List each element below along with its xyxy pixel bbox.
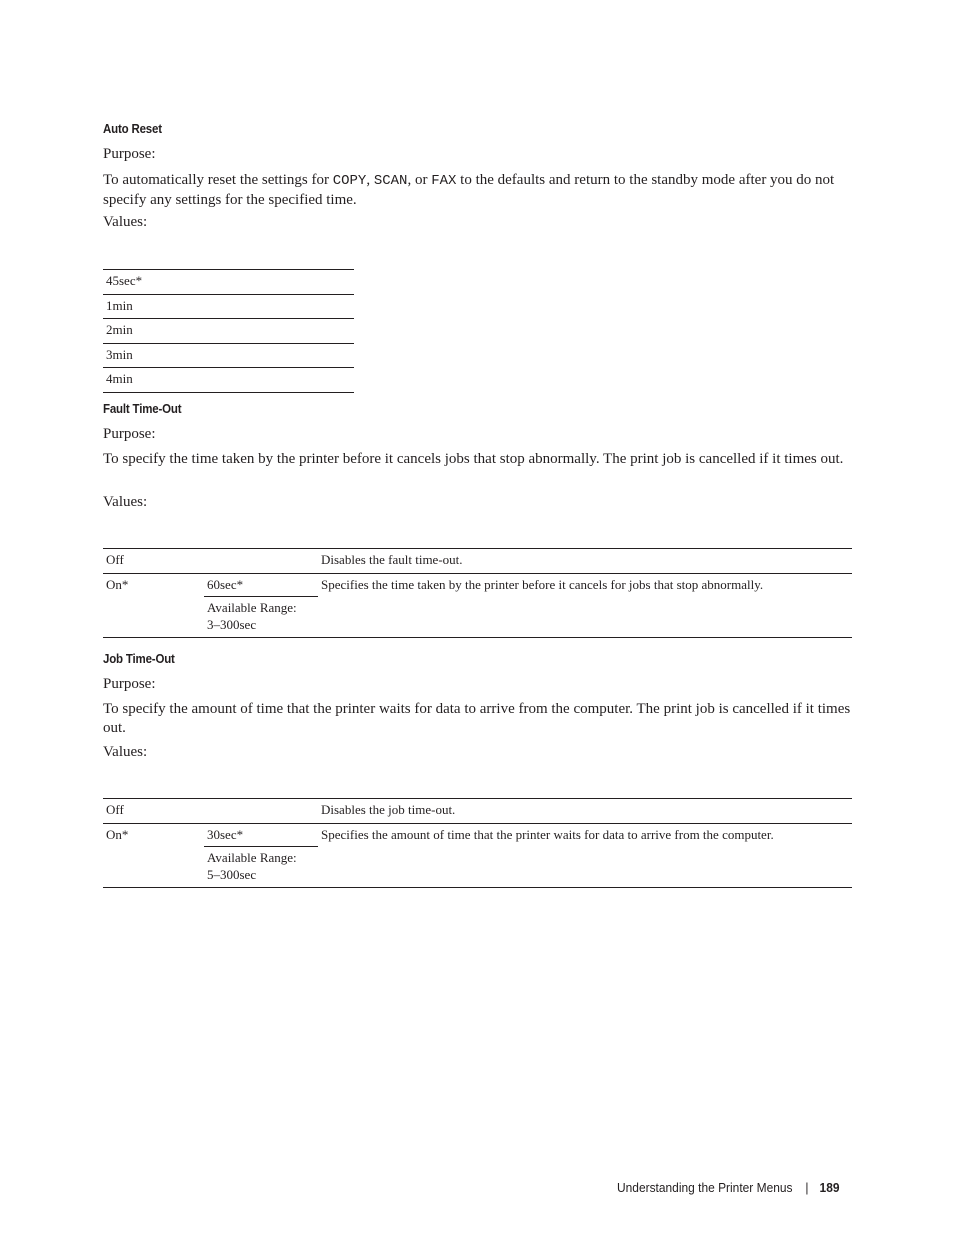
table-row	[103, 549, 852, 574]
purpose-label: Purpose:	[103, 146, 156, 162]
on-description: Specifies the amount of time that the printer waits for data to arrive from the computer.	[318, 824, 852, 888]
purpose-description: To specify the amount of time that the printer waits for data to arrive from the computer. The print job is cancelled if it times out.	[103, 701, 851, 736]
value-cell: 3min	[103, 343, 354, 368]
value-cell: 45sec*	[103, 270, 354, 295]
purpose-label: Purpose:	[103, 676, 156, 692]
fault-time-out-values-table	[103, 548, 852, 638]
auto-reset-values-table	[103, 269, 354, 393]
table-row	[103, 270, 354, 295]
table-row	[103, 319, 354, 344]
desc-text: To automatically reset the settings for	[103, 172, 333, 188]
on-option: On*	[103, 824, 204, 888]
range-label: Available Range:	[207, 600, 297, 615]
purpose-label: Purpose:	[103, 426, 156, 442]
code-scan: SCAN	[373, 173, 408, 189]
range-value: 3–300sec	[207, 617, 257, 632]
on-description: Specifies the time taken by the printer before it cancels for jobs that stop abnormally.	[318, 574, 852, 638]
off-description: Disables the fault time-out.	[321, 552, 463, 567]
values-label: Values:	[103, 214, 148, 230]
code-copy: COPY	[332, 173, 367, 189]
table-row	[103, 343, 354, 368]
section-heading-job-time-out: Job Time-Out	[103, 652, 175, 666]
table-row	[103, 799, 852, 824]
range-value: 5–300sec	[207, 867, 257, 882]
section-heading-auto-reset: Auto Reset	[103, 122, 162, 136]
value-cell: 2min	[103, 319, 354, 344]
value-cell: 4min	[103, 368, 354, 393]
on-option: On*	[103, 574, 204, 638]
on-default-value: 30sec*	[204, 824, 318, 847]
range-label: Available Range:	[207, 850, 297, 865]
available-range	[204, 847, 318, 888]
desc-sep: ,	[366, 172, 374, 188]
desc-sep: , or	[407, 172, 432, 188]
table-row	[103, 824, 852, 847]
value-cell: 1min	[103, 294, 354, 319]
section-heading-fault-time-out: Fault Time-Out	[103, 402, 182, 416]
on-default-value: 60sec*	[204, 574, 318, 597]
code-fax: FAX	[431, 173, 457, 189]
off-option: Off	[106, 802, 124, 817]
footer-title: Understanding the Printer Menus	[617, 1180, 793, 1195]
page-number: 189	[819, 1180, 840, 1195]
off-description: Disables the job time-out.	[321, 802, 456, 817]
off-option: Off	[106, 552, 124, 567]
table-row	[103, 368, 354, 393]
footer-separator: |	[805, 1180, 809, 1195]
table-row	[103, 574, 852, 597]
page-footer	[617, 1180, 840, 1195]
values-label: Values:	[103, 494, 148, 510]
desc-text: to the defaults and return to the standby mode after you do not specify any settings for the specified time.	[103, 172, 835, 208]
purpose-description	[103, 171, 855, 209]
job-time-out-values-table	[103, 798, 852, 888]
available-range	[204, 597, 318, 638]
values-label: Values:	[103, 744, 148, 760]
table-row	[103, 294, 354, 319]
purpose-description: To specify the time taken by the printer before it cancels jobs that stop abnormally. The print job is cancelled if it times out.	[103, 451, 844, 467]
